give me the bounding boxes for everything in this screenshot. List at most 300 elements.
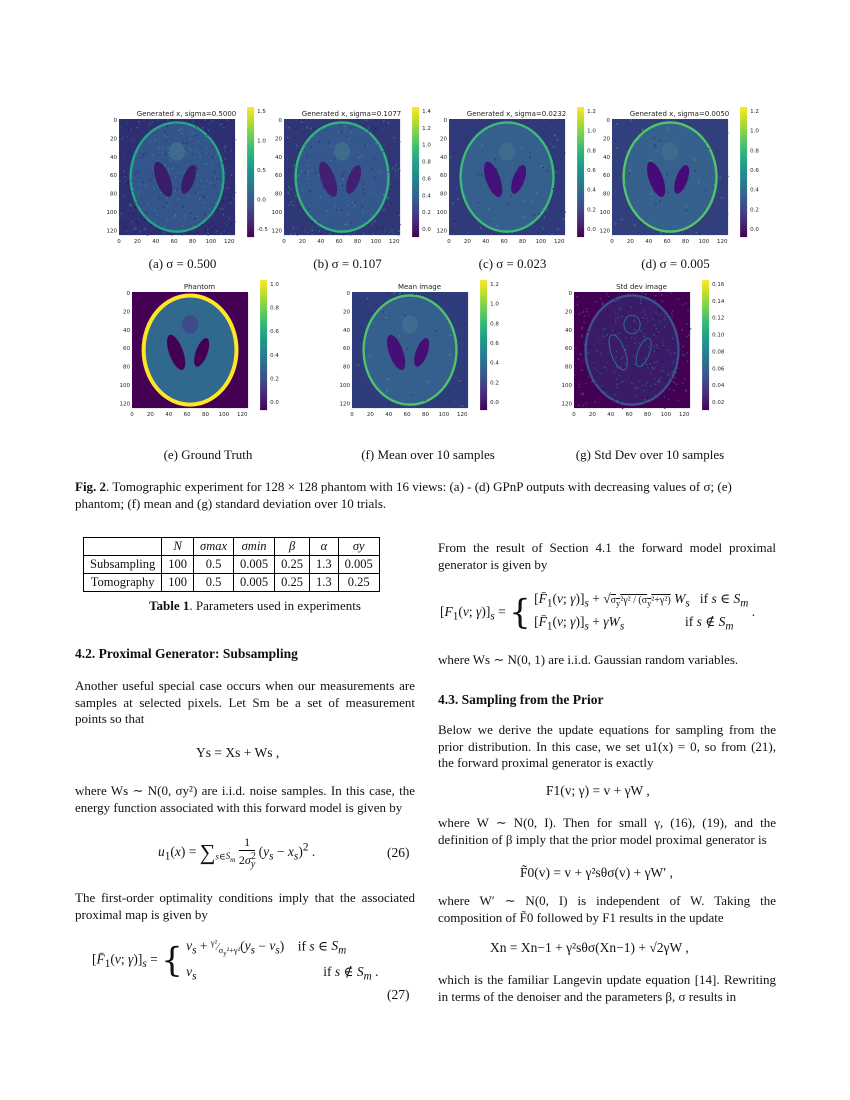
noise-pixel [168,155,169,156]
x-tick-label: 80 [202,412,210,419]
noise-pixel [187,164,188,165]
noise-pixel [214,226,215,227]
colorbar-tick-label: 0.8 [422,159,431,166]
noise-pixel [235,192,236,193]
panel-title: Mean image [397,283,442,291]
noise-pixel [194,196,195,197]
noise-pixel [581,403,582,404]
y-tick-label: 60 [343,346,350,353]
noise-pixel [210,173,211,174]
noise-pixel [121,204,122,205]
y-tick-label: 20 [603,136,610,143]
x-tick-label: 60 [335,239,343,246]
noise-pixel [581,339,582,340]
noise-pixel [620,366,621,367]
noise-pixel [175,191,176,192]
noise-pixel [318,142,319,143]
noise-pixel [358,157,359,158]
table-header-cell: α [310,538,339,556]
noise-pixel [663,366,664,367]
noise-pixel [185,208,186,209]
noise-pixel [318,197,319,198]
noise-pixel [287,137,288,138]
noise-pixel [456,377,457,378]
noise-pixel [145,184,146,185]
noise-pixel [511,196,512,197]
y-tick-label: 80 [440,191,447,198]
noise-pixel [397,194,398,195]
noise-pixel [227,119,228,120]
noise-pixel [660,377,661,378]
noise-pixel [655,203,656,204]
noise-pixel [601,386,602,387]
noise-pixel [560,211,561,212]
equation-26: $u_1(x) = \sum_{s\in S_m}$ $\frac{1}{2\sigma^2_y}$ $(y_s - x_s)^2$ . [158,835,316,871]
noise-pixel [659,321,660,322]
noise-pixel [288,186,289,187]
noise-pixel [207,213,208,214]
y-tick-label: 80 [123,364,130,371]
colorbar-tick-label: 0.8 [490,321,499,328]
noise-pixel [215,203,216,204]
noise-pixel [308,171,309,172]
noise-pixel [136,127,137,128]
noise-pixel [133,141,134,142]
noise-pixel [367,298,368,299]
noise-pixel [664,319,665,320]
noise-pixel [628,294,629,295]
noise-pixel [297,176,298,177]
noise-pixel [520,122,521,123]
noise-pixel [288,169,289,170]
noise-pixel [143,154,144,155]
noise-pixel [604,367,605,368]
noise-pixel [477,194,478,195]
noise-pixel [392,167,393,168]
table-header-cell: σmax [194,538,234,556]
noise-pixel [223,222,224,223]
noise-pixel [388,378,389,379]
y-tick-label: 20 [343,309,350,316]
y-tick-label: 100 [561,382,572,389]
noise-pixel [585,340,586,341]
noise-pixel [621,358,622,359]
noise-pixel [607,383,608,384]
noise-pixel [669,388,670,389]
noise-pixel [550,121,551,122]
noise-pixel [475,176,476,177]
noise-pixel [587,333,588,334]
noise-pixel [352,202,353,203]
noise-pixel [405,405,406,406]
noise-pixel [205,136,206,137]
noise-pixel [656,350,657,351]
noise-pixel [341,209,342,210]
noise-pixel [362,211,363,212]
noise-pixel [369,355,370,356]
noise-pixel [211,166,212,167]
noise-pixel [450,157,451,158]
noise-pixel [211,229,212,230]
noise-pixel [452,327,453,328]
noise-pixel [400,224,401,225]
noise-pixel [476,233,477,234]
panel-title: Generated x, sigma=0.5000 [136,110,237,118]
noise-pixel [371,168,372,169]
noise-pixel [387,198,388,199]
noise-pixel [172,210,173,211]
noise-pixel [454,384,455,385]
colorbar-tick-label: 0.06 [712,366,725,373]
noise-pixel [580,354,581,355]
y-tick-label: 40 [565,327,572,334]
noise-pixel [149,180,150,181]
noise-pixel [126,123,127,124]
noise-pixel [641,352,642,353]
noise-pixel [136,184,137,185]
x-tick-label: 80 [422,412,430,419]
noise-pixel [528,214,529,215]
noise-pixel [616,379,617,380]
noise-pixel [669,136,670,137]
noise-pixel [673,360,674,361]
noise-pixel [385,317,386,318]
phantom-top-circle [334,142,350,161]
noise-pixel [124,216,125,217]
subfigure-caption: (e) Ground Truth [163,447,253,462]
noise-pixel [383,320,384,321]
noise-pixel [295,159,296,160]
noise-pixel [185,206,186,207]
noise-pixel [617,383,618,384]
colorbar [260,280,267,410]
noise-pixel [640,132,641,133]
noise-pixel [119,217,120,218]
noise-pixel [323,196,324,197]
noise-pixel [577,296,578,297]
noise-pixel [658,379,659,380]
noise-pixel [295,233,296,234]
x-tick-label: 40 [482,239,490,246]
noise-pixel [235,221,236,222]
noise-pixel [223,231,224,232]
noise-pixel [160,143,161,144]
noise-pixel [581,369,582,370]
noise-pixel [132,224,133,225]
noise-pixel [441,370,442,371]
noise-pixel [198,141,199,142]
noise-pixel [644,390,645,391]
table-cell: 0.005 [234,574,275,592]
noise-pixel [334,205,335,206]
noise-pixel [616,350,617,351]
noise-pixel [552,233,553,234]
noise-pixel [382,129,383,130]
noise-pixel [212,215,213,216]
y-tick-label: 0 [606,118,610,124]
noise-pixel [348,214,349,215]
noise-pixel [214,171,215,172]
noise-pixel [330,160,331,161]
noise-pixel [387,292,388,293]
noise-pixel [660,314,661,315]
noise-pixel [578,359,579,360]
noise-pixel [165,154,166,155]
y-tick-label: 60 [123,346,130,353]
noise-pixel [167,125,168,126]
noise-pixel [634,364,635,365]
y-tick-label: 20 [565,309,572,316]
noise-pixel [152,121,153,122]
noise-pixel [383,194,384,195]
table-row [84,556,380,574]
noise-pixel [583,405,584,406]
noise-pixel [383,144,384,145]
noise-pixel [123,195,124,196]
subfigure-caption: (a) σ = 0.500 [148,256,217,271]
noise-pixel [541,125,542,126]
noise-pixel [668,127,669,128]
noise-pixel [172,167,173,168]
noise-pixel [354,147,355,148]
y-tick-label: 60 [565,346,572,353]
noise-pixel [210,196,211,197]
noise-pixel [553,146,554,147]
noise-pixel [587,352,588,353]
noise-pixel [151,175,152,176]
noise-pixel [472,154,473,155]
noise-pixel [581,336,582,337]
noise-pixel [141,157,142,158]
noise-pixel [300,206,301,207]
noise-pixel [144,219,145,220]
left-paragraph-3: The first-order optimality conditions imply that the associated proximal map is given by [75,890,415,922]
x-tick-label: 80 [519,239,527,246]
noise-pixel [147,167,148,168]
noise-pixel [157,201,158,202]
noise-pixel [614,299,615,300]
noise-pixel [673,295,674,296]
noise-pixel [629,188,630,189]
noise-pixel [684,370,685,371]
noise-pixel [456,188,457,189]
noise-pixel [171,234,172,235]
noise-pixel [151,224,152,225]
noise-pixel [230,150,231,151]
noise-pixel [427,381,428,382]
noise-pixel [210,232,211,233]
colorbar [740,107,747,237]
noise-pixel [672,362,673,363]
noise-pixel [362,183,363,184]
equation-forward-proximal-generator: [$F_1(v$; $\gamma)]_s$ = { [$F̄_1(v$; $\gamma)]_s + √\sigma_y^2\gamma^2 / (\sigma_y^2+\gamma^2)$ $W_s$ if s ∈ $S_m$ [$F̄_1(v$; $\gamma)]_s + \gamma W_s$ if s ∉ $S_m$ . [440,591,756,633]
noise-pixel [645,377,646,378]
noise-pixel [182,225,183,226]
noise-pixel [494,159,495,160]
table-header-cell [84,538,162,556]
noise-pixel [198,128,199,129]
noise-pixel [193,134,194,135]
colorbar-tick-label: 0.10 [712,332,725,339]
y-tick-label: 120 [436,228,447,235]
noise-pixel [329,234,330,235]
noise-pixel [619,333,620,334]
noise-pixel [529,231,530,232]
noise-pixel [554,135,555,136]
noise-pixel [156,120,157,121]
noise-pixel [361,338,362,339]
noise-pixel [388,171,389,172]
noise-pixel [524,217,525,218]
noise-pixel [320,128,321,129]
noise-pixel [582,361,583,362]
noise-pixel [214,135,215,136]
noise-pixel [127,136,128,137]
right-paragraph-4: where W ∼ N(0, I). Then for small γ, (16), (19), and the definition of β imply that the prior model proximal generator is [438,815,776,847]
noise-pixel [124,180,125,181]
noise-pixel [614,394,615,395]
noise-pixel [644,358,645,359]
noise-pixel [615,223,616,224]
noise-pixel [133,130,134,131]
noise-pixel [479,219,480,220]
noise-pixel [651,372,652,373]
noise-pixel [684,340,685,341]
noise-pixel [221,229,222,230]
noise-pixel [308,178,309,179]
noise-pixel [368,132,369,133]
noise-pixel [197,216,198,217]
y-tick-label: 40 [123,327,130,334]
equation-26-number: (26) [387,845,410,860]
noise-pixel [620,309,621,310]
noise-pixel [224,159,225,160]
noise-pixel [189,148,190,149]
x-tick-label: 60 [170,239,178,246]
noise-pixel [207,218,208,219]
noise-pixel [674,404,675,405]
noise-pixel [666,174,667,175]
noise-pixel [185,214,186,215]
noise-pixel [587,391,588,392]
noise-pixel [135,229,136,230]
noise-pixel [291,188,292,189]
colorbar-tick-label: 0.2 [750,207,759,214]
noise-pixel [654,351,655,352]
noise-pixel [347,223,348,224]
noise-pixel [208,231,209,232]
noise-pixel [223,212,224,213]
table-cell: 0.25 [338,574,379,592]
x-tick-label: 80 [189,239,197,246]
noise-pixel [585,349,586,350]
noise-pixel [197,225,198,226]
noise-pixel [583,311,584,312]
noise-pixel [187,156,188,157]
noise-pixel [586,311,587,312]
noise-pixel [369,192,370,193]
x-tick-label: 0 [282,239,286,246]
noise-pixel [549,151,550,152]
noise-pixel [668,398,669,399]
noise-pixel [676,325,677,326]
noise-pixel [619,375,620,376]
noise-pixel [582,392,583,393]
noise-pixel [363,188,364,189]
noise-pixel [577,304,578,305]
noise-pixel [399,170,400,171]
noise-pixel [200,156,201,157]
right-paragraph-6: which is the familiar Langevin update equation [14]. Rewriting in terms of the denoiser and the parameters β, σ results in [438,972,776,1004]
table-cell: Subsampling [84,556,162,574]
noise-pixel [556,216,557,217]
noise-pixel [298,149,299,150]
noise-pixel [676,204,677,205]
noise-pixel [214,195,215,196]
noise-pixel [687,361,688,362]
noise-pixel [328,208,329,209]
noise-pixel [301,170,302,171]
noise-pixel [198,219,199,220]
x-tick-label: 100 [205,239,217,246]
noise-pixel [207,202,208,203]
noise-pixel [414,406,415,407]
noise-pixel [687,310,688,311]
noise-pixel [225,172,226,173]
right-paragraph-2: where Ws ∼ N(0, 1) are i.i.d. Gaussian random variables. [438,652,739,667]
noise-pixel [201,181,202,182]
noise-pixel [174,123,175,124]
noise-pixel [298,196,299,197]
noise-pixel [496,225,497,226]
noise-pixel [597,370,598,371]
noise-pixel [343,234,344,235]
noise-pixel [603,326,604,327]
noise-pixel [657,150,658,151]
noise-pixel [461,233,462,234]
noise-pixel [557,139,558,140]
noise-pixel [529,156,530,157]
noise-pixel [140,231,141,232]
y-tick-label: 100 [271,209,282,216]
noise-pixel [135,221,136,222]
noise-pixel [585,358,586,359]
noise-pixel [685,329,686,330]
noise-pixel [193,152,194,153]
noise-pixel [674,352,675,353]
noise-pixel [303,132,304,133]
noise-pixel [380,171,381,172]
noise-pixel [338,131,339,132]
noise-pixel [589,347,590,348]
noise-pixel [133,228,134,229]
noise-pixel [678,298,679,299]
noise-pixel [392,127,393,128]
noise-pixel [126,231,127,232]
noise-pixel [341,175,342,176]
noise-pixel [668,192,669,193]
table-cell: 100 [162,556,194,574]
noise-pixel [384,229,385,230]
noise-pixel [351,222,352,223]
x-tick-label: 20 [463,239,471,246]
noise-pixel [192,215,193,216]
noise-pixel [618,307,619,308]
noise-pixel [192,121,193,122]
noise-pixel [313,234,314,235]
noise-pixel [535,180,536,181]
colorbar-tick-label: 0.0 [422,227,431,234]
